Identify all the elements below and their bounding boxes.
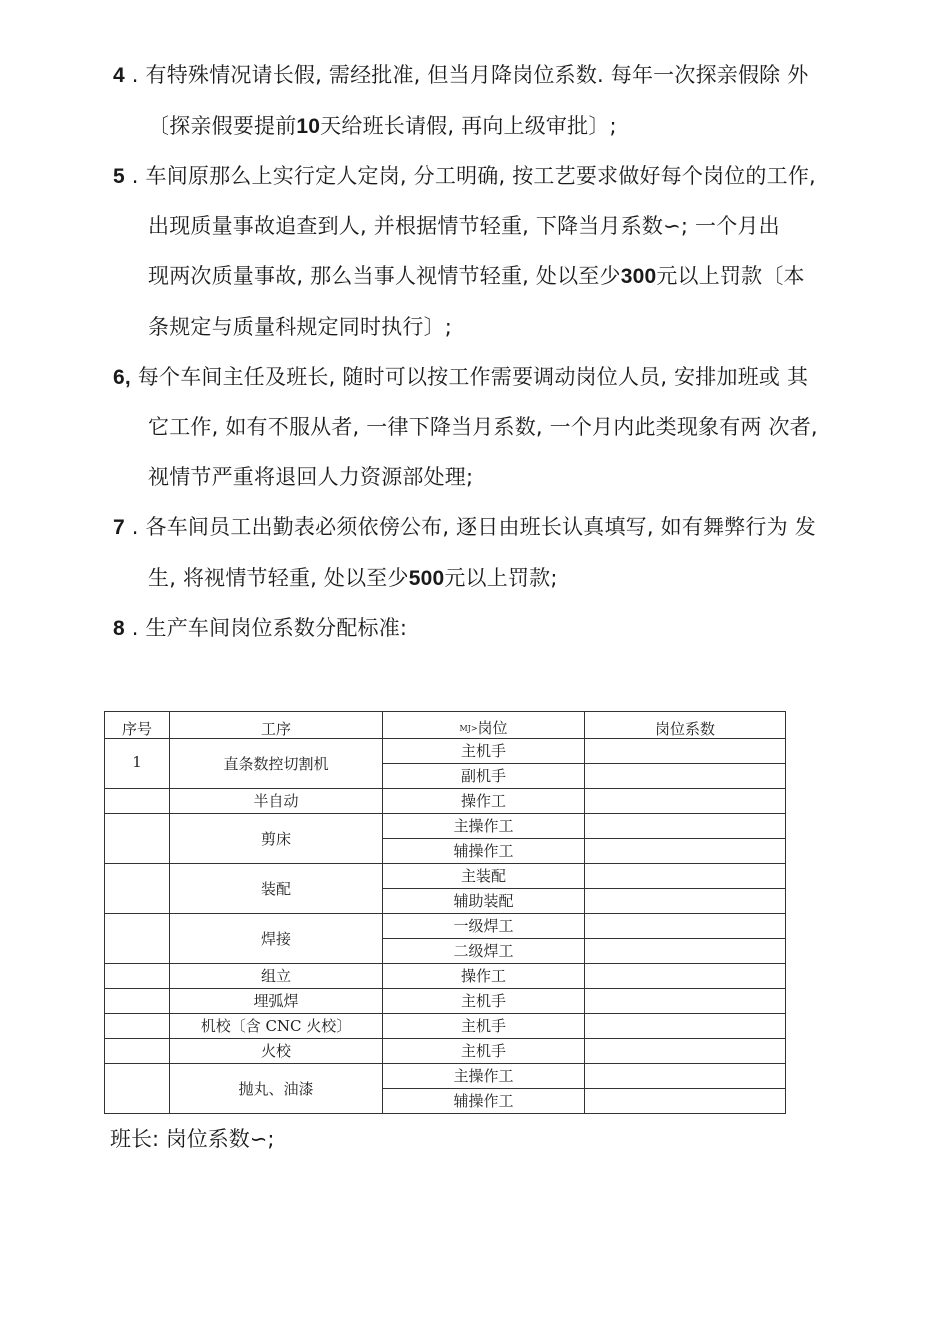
cell-coefficient [585, 989, 786, 1014]
cell-process: 半自动 [170, 789, 383, 814]
p8-line-1 [113, 615, 407, 642]
cell-seq: 1 [105, 739, 170, 789]
cell-coefficient [585, 864, 786, 889]
cell-seq [105, 789, 170, 814]
table-row [105, 1039, 786, 1064]
cell-position: 主机手 [383, 1039, 585, 1064]
p4-number-10: 10 [296, 115, 321, 138]
p6-line-1 [113, 364, 808, 391]
cell-coefficient [585, 914, 786, 939]
p5-text-3b: 元以上罚款〔本 [656, 264, 805, 288]
cell-seq [105, 864, 170, 914]
cell-process: 火校 [170, 1039, 383, 1064]
p4-line-1 [113, 62, 808, 89]
cell-coefficient [585, 1039, 786, 1064]
cell-seq [105, 1014, 170, 1039]
p5-line-4: 条规定与质量科规定同时执行〕; [148, 315, 453, 339]
p5-number-300: 300 [620, 265, 657, 288]
table-body [105, 739, 786, 1114]
table-row [105, 739, 786, 764]
table-row [105, 814, 786, 839]
cell-process: 剪床 [170, 814, 383, 864]
table-row [105, 864, 786, 889]
cell-position: 主操作工 [383, 1064, 585, 1089]
p5-line-1 [113, 163, 816, 190]
cell-seq [105, 1064, 170, 1114]
cell-coefficient [585, 814, 786, 839]
header-position-label: 岗位 [477, 719, 508, 737]
cell-coefficient [585, 1064, 786, 1089]
p7-line-1 [113, 514, 816, 541]
table-row [105, 914, 786, 939]
p7-line-2 [148, 565, 558, 592]
cell-coefficient [585, 789, 786, 814]
cell-position: 主机手 [383, 989, 585, 1014]
p8-number: 8 [113, 617, 125, 640]
table-row [105, 789, 786, 814]
cell-position: 主操作工 [383, 814, 585, 839]
cell-position: 辅操作工 [383, 839, 585, 864]
cell-position: 副机手 [383, 764, 585, 789]
table-header-row [105, 712, 786, 739]
p5-number: 5 [113, 165, 125, 188]
header-coefficient: 岗位系数 [585, 712, 786, 739]
p4-text-2b: 天给班长请假, 再向上级审批〕; [320, 114, 617, 138]
cell-coefficient [585, 939, 786, 964]
cell-position: 主机手 [383, 739, 585, 764]
table-row [105, 964, 786, 989]
p4-text-2a: 〔探亲假要提前 [148, 114, 297, 138]
cell-seq [105, 914, 170, 964]
p5-text-3a: 现两次质量事故, 那么当事人视情节轻重, 处以至少 [148, 264, 621, 288]
cell-seq [105, 1039, 170, 1064]
header-position [383, 712, 585, 739]
p6-number: 6, [113, 366, 131, 389]
cell-coefficient [585, 1089, 786, 1114]
cell-process: 直条数控切割机 [170, 739, 383, 789]
p6-text-1: 每个车间主任及班长, 随时可以按工作需要调动岗位人员, 安排加班或 其 [130, 365, 809, 389]
p4-number: 4 [113, 64, 125, 87]
cell-position: 主机手 [383, 1014, 585, 1039]
cell-coefficient [585, 964, 786, 989]
cell-position: 一级焊工 [383, 914, 585, 939]
cell-process: 焊接 [170, 914, 383, 964]
cell-coefficient [585, 764, 786, 789]
p7-number-500: 500 [408, 567, 445, 590]
p7-text-2a: 生, 将视情节轻重, 处以至少 [148, 566, 409, 590]
table-row [105, 1014, 786, 1039]
p5-line-3 [148, 263, 805, 290]
cell-process: 组立 [170, 964, 383, 989]
cell-position: 二级焊工 [383, 939, 585, 964]
p5-text-1: . 车间原那么上实行定人定岗, 分工明确, 按工艺要求做好每个岗位的工作, [124, 164, 816, 188]
p4-text-1: . 有特殊情况请长假, 需经批准, 但当月降岗位系数. 每年一次探亲假除 外 [124, 63, 809, 87]
cell-seq [105, 989, 170, 1014]
cell-position: 操作工 [383, 789, 585, 814]
cell-process: 机校〔含 CNC 火校〕 [170, 1014, 383, 1039]
table-row [105, 1064, 786, 1089]
header-process: 工序 [170, 712, 383, 739]
cell-position: 辅助装配 [383, 889, 585, 914]
p6-line-3: 视情节严重将退回人力资源部处理; [148, 465, 474, 489]
p5-line-2: 出现质量事故追查到人, 并根据情节轻重, 下降当月系数∽; 一个月出 [148, 214, 780, 238]
cell-seq [105, 964, 170, 989]
p6-line-2: 它工作, 如有不服从者, 一律下降当月系数, 一个月内此类现象有两 次者, [148, 415, 818, 439]
cell-process: 装配 [170, 864, 383, 914]
cell-process: 抛丸、油漆 [170, 1064, 383, 1114]
cell-coefficient [585, 1014, 786, 1039]
cell-position: 辅操作工 [383, 1089, 585, 1114]
header-seq: 序号 [105, 712, 170, 739]
p7-text-1: . 各车间员工出勤表必须依傍公布, 逐日由班长认真填写, 如有舞弊行为 发 [124, 515, 816, 539]
p7-number: 7 [113, 516, 125, 539]
cell-position: 主装配 [383, 864, 585, 889]
cell-position: 操作工 [383, 964, 585, 989]
header-position-prefix: MJ> [459, 724, 478, 733]
coefficient-table [104, 711, 786, 1114]
p7-text-2b: 元以上罚款; [444, 566, 558, 590]
cell-coefficient [585, 739, 786, 764]
cell-process: 埋弧焊 [170, 989, 383, 1014]
cell-seq [105, 814, 170, 864]
cell-coefficient [585, 889, 786, 914]
table-row [105, 989, 786, 1014]
p4-line-2 [148, 113, 617, 140]
cell-coefficient [585, 839, 786, 864]
p8-text-1: . 生产车间岗位系数分配标准: [124, 616, 408, 640]
footer-note: 班长: 岗位系数∽; [110, 1127, 275, 1151]
